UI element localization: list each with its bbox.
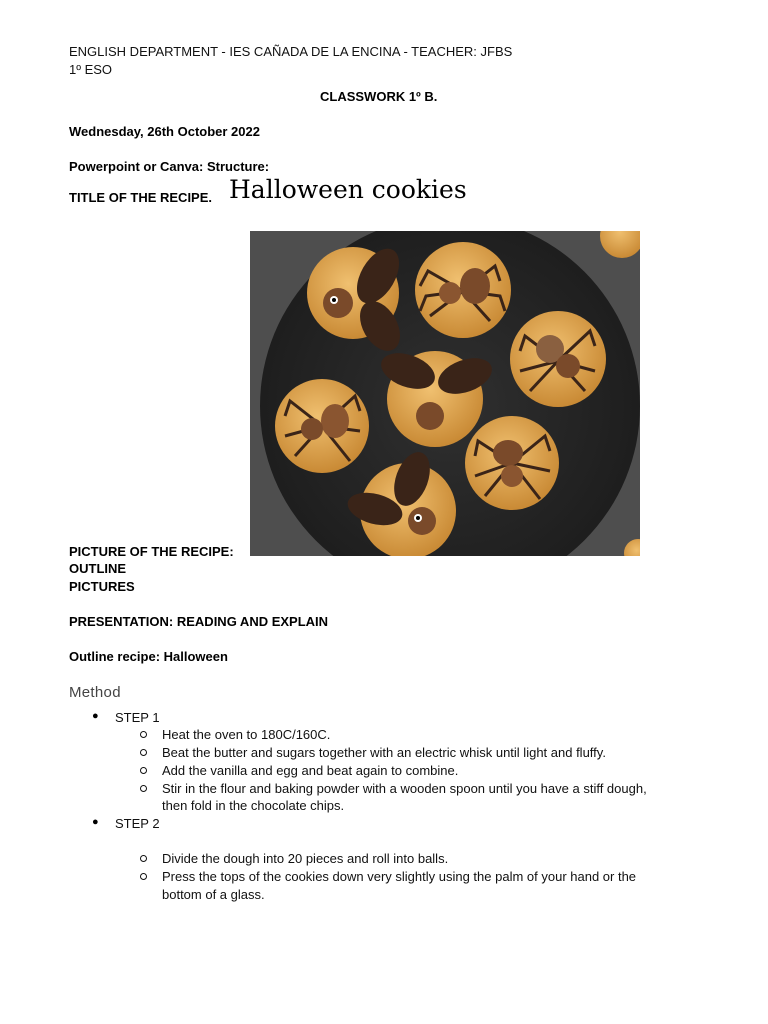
- step-item-continuation: then fold in the chocolate chips.: [162, 798, 345, 813]
- step-item: Add the vanilla and egg and beat again to combine.: [162, 763, 459, 778]
- date-line: Wednesday, 26th October 2022: [69, 124, 260, 139]
- title-label: TITLE OF THE RECIPE.: [69, 190, 213, 205]
- outline-recipe-line: Outline recipe: Halloween: [69, 649, 228, 664]
- circle-bullet-icon: [140, 749, 147, 756]
- step-item: Press the tops of the cookies down very slightly using the palm of your hand or the: [162, 869, 637, 884]
- pictures-label: PICTURES: [69, 579, 135, 594]
- picture-label: PICTURE OF THE RECIPE:: [69, 544, 234, 559]
- step-label: STEP 2: [115, 816, 160, 831]
- circle-bullet-icon: [140, 767, 147, 774]
- header-line-2: 1º ESO: [69, 62, 113, 77]
- step-item: Divide the dough into 20 pieces and roll into balls.: [162, 851, 449, 866]
- circle-bullet-icon: [140, 855, 147, 862]
- outline-label: OUTLINE: [69, 561, 127, 576]
- circle-bullet-icon: [140, 731, 147, 738]
- classwork-title: CLASSWORK 1º B.: [320, 89, 438, 104]
- step-label: STEP 1: [115, 710, 160, 725]
- step-item: Heat the oven to 180C/160C.: [162, 727, 331, 742]
- bullet-dot-icon: ●: [92, 710, 99, 722]
- presentation-line: PRESENTATION: READING AND EXPLAIN: [69, 614, 329, 629]
- halloween-cookies-image: [250, 231, 640, 556]
- step-item: Stir in the flour and baking powder with a wooden spoon until you have a stiff dough,: [162, 781, 647, 796]
- step-item-continuation: bottom of a glass.: [162, 887, 265, 902]
- bullet-dot-icon: ●: [92, 816, 99, 828]
- structure-heading: Powerpoint or Canva: Structure:: [69, 159, 270, 174]
- recipe-title: Halloween cookies: [229, 175, 467, 204]
- circle-bullet-icon: [140, 785, 147, 792]
- method-heading: Method: [69, 684, 121, 701]
- header-line-1: ENGLISH DEPARTMENT - IES CAÑADA DE LA ENCINA - TEACHER: JFBS: [69, 44, 513, 59]
- circle-bullet-icon: [140, 873, 147, 880]
- step-item: Beat the butter and sugars together with an electric whisk until light and fluffy.: [162, 745, 606, 760]
- recipe-photo: [250, 231, 640, 556]
